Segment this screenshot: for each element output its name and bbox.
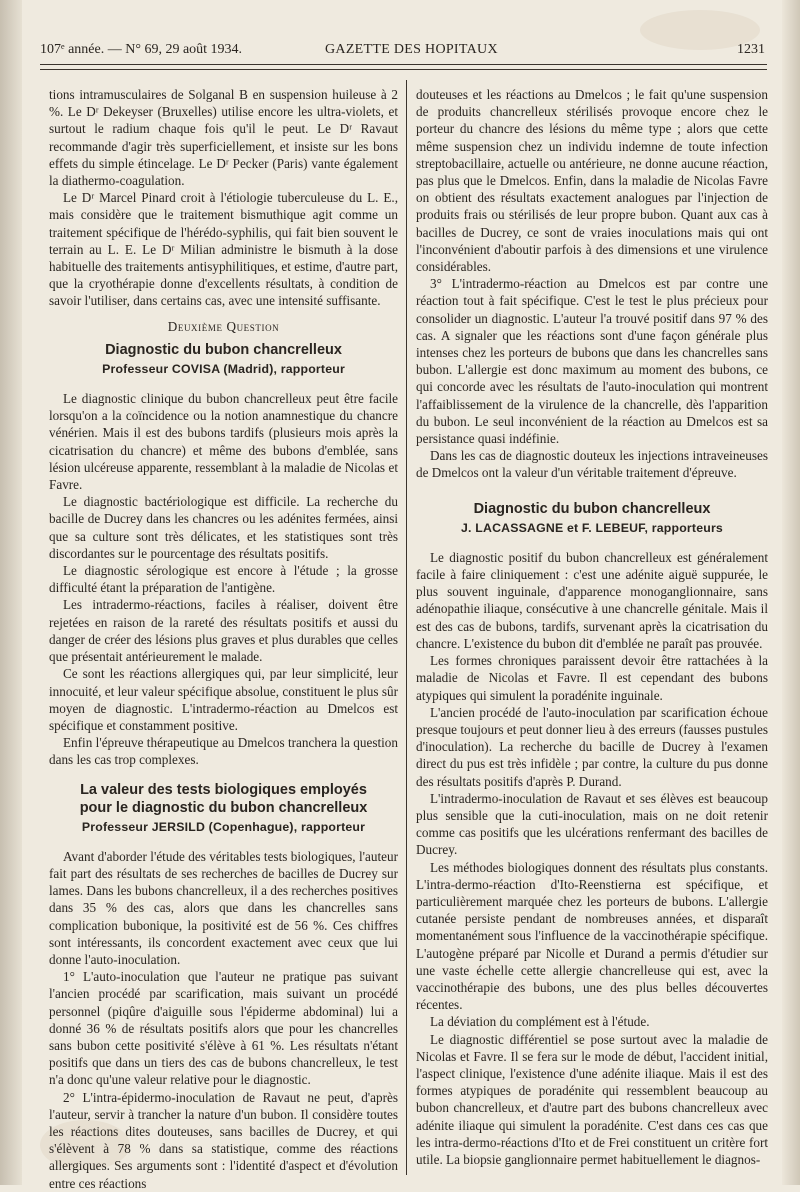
header-rule <box>40 64 767 65</box>
article-title: Diagnostic du bubon chancrelleux <box>105 341 342 358</box>
article-title-line: pour le diagnostic du bubon chancrelleux <box>79 799 368 816</box>
paragraph: L'intradermo-inoculation de Ravaut et ses élèves est beaucoup plus sensible que la cuti-inoculation, mais on ne doit retenir comme cas positifs que les ulcérations renfermant des bacilles de Ducrey. <box>416 790 768 858</box>
paragraph: Le Dʳ Marcel Pinard croit à l'étiologie tuberculeuse du L. E., mais considère que le traitement bismuthique agit comme un traitement spécifique de l'hérédo-syphilis, qui fait bien souvent le terrain au L. E. Le Dʳ Milian administre le bismuth à la dose habituelle des traitements antisyphilitiques, et estime, d'autre part, que la cryothérapie donne d'excellents résultats, à condition de savoir l'utiliser, dans certains cas, avec une intensité suffisante. <box>49 190 398 309</box>
page-number: 1231 <box>737 42 765 57</box>
paragraph: 1° L'auto-inoculation que l'auteur ne pratique pas suivant l'ancien procédé par scarification, mais suivant un procédé personnel (piqûre d'aiguille sous l'épiderme abdominal) lui a donné 36 % de résultats positifs alors que pour les chancrelles sans bubon cette positivité s'élève à 61 %. Les résultats n'étant positifs que dans un tiers des cas de bubons chancrelleux, le test n'a donc qu'une valeur relative pour le diagnostic. <box>49 969 398 1088</box>
paragraph: Le diagnostic clinique du bubon chancrelleux peut être facile lorsqu'on a la coïncidence ou la notion anamnestique du chancre vénérien. Mais il est des bubons tardifs (plusieurs mois après la cicatrisation du chancre) et même des bubons d'emblée, sans lésion ulcéreuse apparente, ressemblant à la maladie de Nicolas et Favre. <box>49 391 398 493</box>
article-title: Diagnostic du bubon chancrelleux <box>473 500 711 517</box>
paragraph: Les formes chroniques paraissent devoir être rattachées à la maladie de Nicolas et Favre. Il est cependant des bubons atypiques qui simulent la poradénite inguinale. <box>416 653 768 703</box>
page-edge-left <box>0 0 22 1185</box>
article-title-line: La valeur des tests biologiques employés <box>80 781 367 798</box>
paragraph: La déviation du complément est à l'étude. <box>430 1014 650 1030</box>
paragraph: Le diagnostic différentiel se pose surtout avec la maladie de Nicolas et Favre. Il se fera sur le mode de début, l'accident initial, l'aspect clinique, l'existence d'une adénite iliaque. Mais il est des formes atypiques de poradénite qui ressemblent beaucoup au bubon chancrelleux, et d'autre part des bubons chancrelleux avec adénite iliaque qui simulent la poradénite. C'est dans ces cas que les intra-dermo-réactions d'Ito et de Frei constituent un critère fort utile. La biopsie ganglionnaire permet habituellement le diagnos- <box>416 1031 768 1167</box>
left-column <box>49 86 398 1192</box>
article-author: Professeur JERSILD (Copenhague), rapporteur <box>81 819 366 834</box>
paragraph: Le diagnostic sérologique est encore à l'étude ; la grosse difficulté étant la préparation de l'antigène. <box>49 563 398 596</box>
column-separator <box>406 80 407 1175</box>
page-header <box>40 42 765 64</box>
paragraph: tions intramusculaires de Solganal B en suspension huileuse à 2 %. Le Dʳ Dekeyser (Bruxelles) utilise encore les ultra-violets, et surtout le radium chaque fois qu'il le peut. Le Dʳ Ravaut recommande d'agir très superficiellement, et insiste sur les bons effets du simple étincelage. Le Dʳ Pecker (Paris) vante également la diathermo-coagulation. <box>49 87 398 189</box>
page-edge-right <box>782 0 800 1185</box>
article-author: J. LACASSAGNE et F. LEBEUF, rapporteurs <box>461 520 723 535</box>
paragraph: Avant d'aborder l'étude des véritables tests biologiques, l'auteur fait part des résultats de ses recherches de bacilles de Ducrey sur lames. Dans les bubons chancrelleux, il a des recherches positives dans 35 % des cas, alors que dans les chancrelles sans complication bubonique, la positivité est de 56 %. Ces chiffres sont intéressants, ils concordent exactement avec ceux que lui donne l'auto-inoculation. <box>49 848 398 967</box>
paragraph: douteuses et les réactions au Dmelcos ; le fait qu'une suspension de produits chancrelleux stérilisés provoque encore chez le porteur du chancre des lésions du même type ; alors que cette même suspension chez un individu indemne de toute infection streptobacillaire, actuelle ou antérieure, ne donne aucune réaction, pas plus que le Dmelcos. Enfin, dans la maladie de Nicolas Favre on obtient des résultats exactement analogues par l'injection de produits frais ou stérilisés de leur propre bubon. Quant aux cas à bacilles de Ducrey, ce sont de vraies inoculations mais qui ont l'inconvénient d'aboutir parfois à des dimensions et une virulence considérables. <box>416 87 768 275</box>
section-label: Deuxième Question <box>167 318 280 334</box>
paragraph: 2° L'intra-épidermo-inoculation de Ravaut ne peut, d'après l'auteur, servir à trancher la nature d'un bubon. Il considère toutes les réactions dites douteuses, sans bacilles de Ducrey, et qui s'élèvent à 78 % dans sa statistique, comme des réactions allergiques. Ses arguments sont : l'identité d'aspect et d'évolution entre ces réactions <box>49 1089 398 1191</box>
journal-title: GAZETTE DES HOPITAUX <box>325 42 498 57</box>
paragraph: Enfin l'épreuve thérapeutique au Dmelcos tranchera la question dans les cas trop complexes. <box>49 735 398 768</box>
paragraph: Les méthodes biologiques donnent des résultats plus constants. L'intra-dermo-réaction d'Ito-Reenstierna est spécifique, et particulièrement marquée chez les porteurs de bubons. L'allergie cutanée persiste pendant de nombreuses années, et disparaît momentanément sous l'influence de la vaccinothérapie spécifique. L'autogène préparé par Nicolle et Durand a permis d'étudier sur une vaste échelle cette allergie chancrelleuse qui est, avec la vaccinothérapie des bubons, une des plus belles découvertes récentes. <box>416 859 768 1013</box>
paragraph: Dans les cas de diagnostic douteux les injections intraveineuses de Dmelcos ont la valeur d'un véritable traitement d'épreuve. <box>416 448 768 481</box>
article-author: Professeur COVISA (Madrid), rapporteur <box>102 361 345 376</box>
paragraph: Le diagnostic bactériologique est difficile. La recherche du bacille de Ducrey dans les chancres ou les adénites fermées, ainsi que sa culture sont très délicates, et les statistiques sont très discordantes sur le pourcentage des résultats positifs. <box>49 494 398 561</box>
paragraph: Les intradermo-réactions, faciles à réaliser, doivent être rejetées en raison de la rareté des résultats positifs et aussi du danger de créer des lésions plus graves et plus durables que celles que présentait antérieurement le malade. <box>49 597 398 665</box>
paragraph: Ce sont les réactions allergiques qui, par leur simplicité, leur innocuité, et leur valeur spécifique absolue, constituent le plus sûr moyen de diagnostic. L'intradermo-réaction au Dmelcos est spécifique et constamment positive. <box>49 666 398 733</box>
paragraph: L'ancien procédé de l'auto-inoculation par scarification échoue presque toujours et peut donner lieu à des erreurs (fausses pustules d'inoculation). La recherche du bacille de Ducrey à l'examen direct du pus est très infidèle ; par contre, la culture du pus donne des résultats positifs d'après P. Durand. <box>416 704 768 789</box>
right-column <box>416 86 768 1168</box>
paragraph: 3° L'intradermo-réaction au Dmelcos est par contre une réaction tout à fait spécifique. C'est le test le plus précieux pour consolider un diagnostic. L'auteur l'a trouvé positif dans 97 % des cas. A signaler que les réactions sont d'une façon générale plus intenses chez les porteurs de bubons que dans les chancrelles sans bubon. L'allergie est donc maximum au moment des bubons, ce qui concorde avec les résultats de l'auto-inoculation qui montrent l'affaiblissement de la virulence de la chancrelle, dès l'apparition du bubon. Le seul inconvénient de la réaction au Dmelcos est sa persistance quasi indéfinie. <box>416 276 768 447</box>
header-rule <box>40 69 767 70</box>
issue-info: 107ᵉ année. — N° 69, 29 août 1934. <box>40 42 243 57</box>
paragraph: Le diagnostic positif du bubon chancrelleux est généralement facile à faire cliniquement : c'est une adénite aiguë suppurée, le plus souvent inguinale, d'apparence monoganglionnaire, sans adénopathie iliaque, consécutive à une chancrelle génitale. Mais il est des cas de bubons, tardifs, survenant après la cicatrisation du chancre. L'existence du bubon dit d'emblée ne paraît pas prouvée. <box>416 549 768 651</box>
